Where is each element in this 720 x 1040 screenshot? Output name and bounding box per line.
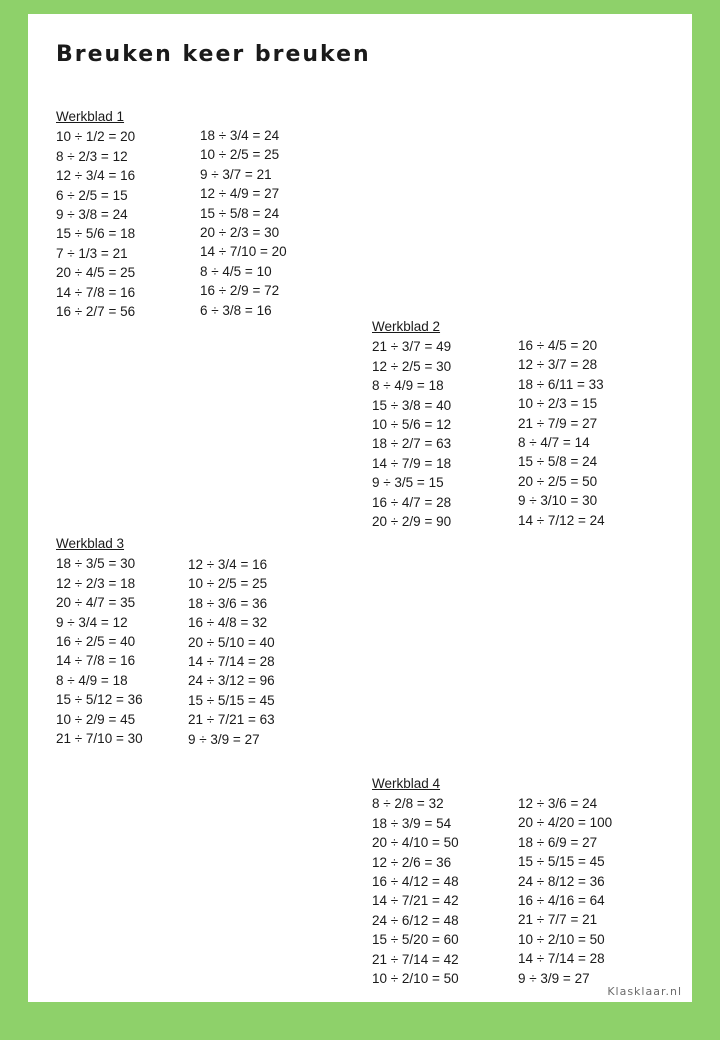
worksheet-page	[28, 14, 692, 1002]
exercise-row: 20 ÷ 4/7 = 35	[56, 595, 136, 611]
exercise-row: 16 ÷ 4/5 = 20	[518, 338, 598, 353]
exercise-row: 8 ÷ 4/7 = 14	[518, 435, 590, 451]
exercise-row: 16 ÷ 4/8 = 32	[188, 615, 268, 631]
exercise-row: 20 ÷ 2/3 = 30	[200, 225, 280, 241]
exercise-row: 10 ÷ 2/9 = 45	[56, 711, 136, 727]
exercise-row: 21 ÷ 7/9 = 27	[518, 415, 598, 431]
exercise-row: 16 ÷ 4/16 = 64	[518, 893, 605, 909]
exercise-row: 21 ÷ 7/21 = 63	[188, 712, 275, 728]
exercise-row: 21 ÷ 7/7 = 21	[518, 912, 598, 928]
exercise-row: 21 ÷ 3/7 = 49	[372, 339, 452, 355]
exercise-row: 24 ÷ 3/12 = 96	[188, 673, 275, 689]
exercise-row: 12 ÷ 2/5 = 30	[372, 358, 452, 374]
exercise-row: 14 ÷ 7/9 = 18	[372, 455, 452, 471]
worksheet-1-column-2	[200, 126, 287, 320]
exercise-row: 18 ÷ 3/9 = 54	[372, 815, 452, 831]
exercise-row: 14 ÷ 7/10 = 20	[200, 244, 287, 260]
exercise-row: 15 ÷ 5/8 = 24	[518, 454, 598, 470]
worksheet-1-heading: Werkblad 1	[56, 109, 125, 124]
exercise-row: 12 ÷ 2/6 = 36	[372, 854, 452, 870]
exercise-row: 8 ÷ 4/9 = 18	[56, 672, 128, 688]
exercise-row: 15 ÷ 5/15 = 45	[518, 854, 605, 870]
exercise-row: 8 ÷ 4/9 = 18	[372, 378, 444, 394]
exercise-row: 18 ÷ 3/5 = 30	[56, 556, 136, 572]
exercise-row: 18 ÷ 3/4 = 24	[200, 128, 280, 143]
exercise-row: 14 ÷ 7/8 = 16	[56, 653, 136, 669]
exercise-row: 18 ÷ 6/11 = 33	[518, 376, 604, 392]
worksheet-4-column-1	[372, 774, 459, 988]
exercise-row: 18 ÷ 6/9 = 27	[518, 834, 598, 850]
exercise-row: 16 ÷ 4/7 = 28	[372, 494, 452, 510]
exercise-row: 8 ÷ 2/3 = 12	[56, 148, 128, 164]
exercise-row: 20 ÷ 2/9 = 90	[372, 514, 452, 530]
worksheet-2-heading: Werkblad 2	[372, 319, 441, 334]
exercise-row: 9 ÷ 3/4 = 12	[56, 614, 128, 630]
exercise-row: 16 ÷ 4/12 = 48	[372, 874, 459, 890]
exercise-row: 9 ÷ 3/8 = 24	[56, 207, 128, 223]
exercise-row: 10 ÷ 2/10 = 50	[518, 931, 605, 947]
exercise-row: 20 ÷ 4/20 = 100	[518, 815, 613, 831]
exercise-row: 9 ÷ 3/5 = 15	[372, 475, 444, 491]
exercise-row: 15 ÷ 3/8 = 40	[372, 397, 452, 413]
worksheet-3-heading: Werkblad 3	[56, 536, 125, 551]
exercise-row: 12 ÷ 3/4 = 16	[56, 168, 136, 184]
exercise-row: 16 ÷ 2/5 = 40	[56, 634, 136, 650]
exercise-row: 14 ÷ 7/21 = 42	[372, 893, 459, 909]
worksheet-2-column-1	[372, 317, 451, 531]
exercise-row: 15 ÷ 5/15 = 45	[188, 692, 275, 708]
exercise-row: 12 ÷ 3/4 = 16	[188, 557, 268, 572]
exercise-row: 10 ÷ 2/5 = 25	[200, 147, 280, 163]
exercise-row: 20 ÷ 5/10 = 40	[188, 634, 275, 650]
exercise-row: 21 ÷ 7/10 = 30	[56, 731, 143, 747]
exercise-row: 12 ÷ 4/9 = 27	[200, 186, 280, 202]
exercise-row: 20 ÷ 4/10 = 50	[372, 835, 459, 851]
exercise-row: 20 ÷ 4/5 = 25	[56, 265, 136, 281]
exercise-row: 9 ÷ 3/9 = 27	[188, 731, 260, 747]
exercise-row: 9 ÷ 3/9 = 27	[518, 970, 590, 986]
exercise-row: 20 ÷ 2/5 = 50	[518, 473, 598, 489]
exercise-row: 8 ÷ 4/5 = 10	[200, 263, 272, 279]
worksheet-1-column-1	[56, 107, 135, 321]
exercise-row: 14 ÷ 7/8 = 16	[56, 284, 136, 300]
exercise-row: 10 ÷ 2/3 = 15	[518, 396, 598, 412]
exercise-row: 18 ÷ 2/7 = 63	[372, 436, 452, 452]
exercise-row: 10 ÷ 2/10 = 50	[372, 971, 459, 987]
exercise-row: 9 ÷ 3/7 = 21	[200, 166, 272, 182]
exercise-row: 10 ÷ 2/5 = 25	[188, 576, 268, 592]
exercise-row: 21 ÷ 7/14 = 42	[372, 951, 459, 967]
exercise-row: 24 ÷ 8/12 = 36	[518, 873, 605, 889]
exercise-row: 9 ÷ 3/10 = 30	[518, 493, 598, 509]
exercise-row: 6 ÷ 2/5 = 15	[56, 187, 128, 203]
exercise-row: 10 ÷ 1/2 = 20	[56, 129, 136, 145]
exercise-row: 15 ÷ 5/12 = 36	[56, 692, 143, 708]
exercise-row: 15 ÷ 5/8 = 24	[200, 205, 280, 221]
exercise-row: 18 ÷ 3/6 = 36	[188, 595, 268, 611]
exercise-row: 7 ÷ 1/3 = 21	[56, 245, 128, 261]
exercise-row: 14 ÷ 7/14 = 28	[518, 951, 605, 967]
exercise-row: 16 ÷ 2/7 = 56	[56, 304, 136, 320]
exercise-row: 14 ÷ 7/12 = 24	[518, 512, 605, 528]
exercise-row: 8 ÷ 2/8 = 32	[372, 796, 444, 812]
exercise-row: 15 ÷ 5/6 = 18	[56, 226, 136, 242]
worksheet-2-column-2	[518, 336, 605, 530]
worksheet-4-column-2	[518, 794, 612, 988]
exercise-row: 10 ÷ 5/6 = 12	[372, 417, 452, 433]
exercise-row: 16 ÷ 2/9 = 72	[200, 283, 280, 299]
footer-watermark: Klasklaar.nl	[607, 985, 682, 998]
exercise-row: 12 ÷ 3/6 = 24	[518, 796, 598, 811]
exercise-row: 15 ÷ 5/20 = 60	[372, 932, 459, 948]
exercise-row: 12 ÷ 2/3 = 18	[56, 575, 136, 591]
worksheet-4-heading: Werkblad 4	[372, 776, 441, 791]
page-title: Breuken keer breuken	[56, 42, 371, 67]
worksheet-3-column-1	[56, 534, 143, 748]
worksheet-3-column-2	[188, 555, 275, 749]
exercise-row: 12 ÷ 3/7 = 28	[518, 357, 598, 373]
exercise-row: 14 ÷ 7/14 = 28	[188, 654, 275, 670]
exercise-row: 24 ÷ 6/12 = 48	[372, 912, 459, 928]
exercise-row: 6 ÷ 3/8 = 16	[200, 302, 272, 318]
